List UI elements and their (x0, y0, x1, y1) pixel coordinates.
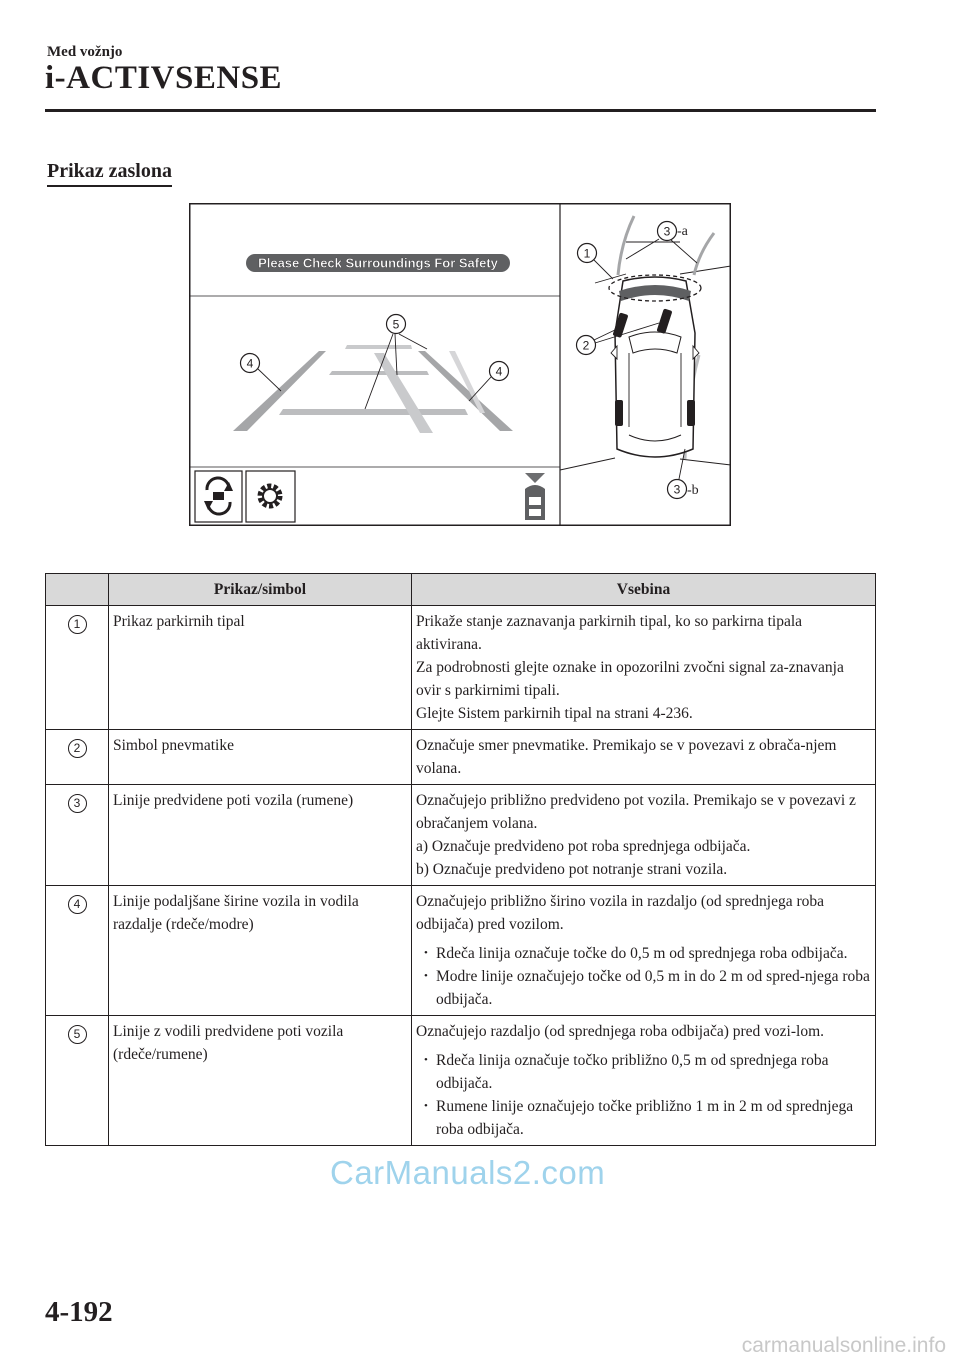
callout-2-label: 2 (582, 338, 590, 353)
bullet-item: • Rdeča linija označuje točko približno 0,5 m od sprednjega roba odbijača. (416, 1049, 871, 1095)
content-text: a) Označuje predvideno pot roba sprednjega odbijača. (416, 838, 751, 855)
table-row (46, 606, 876, 730)
table-header-row (46, 574, 876, 606)
bullet-item: • Rumene linije označujejo točke približno 1 m in 2 m od sprednjega roba odbijača. (416, 1095, 871, 1141)
page-number: 4-192 (45, 1296, 113, 1328)
content-cell (412, 1016, 876, 1146)
content-cell (412, 606, 876, 730)
camera-switch-icon (195, 471, 242, 522)
callout-4-right-label: 4 (495, 364, 503, 379)
content-text: Glejte Sistem parkirnih tipal na strani 4-236. (416, 705, 693, 722)
banner (246, 254, 510, 272)
row-number-badge: 5 (68, 1025, 87, 1044)
symbol-table (45, 573, 876, 1146)
header-cell-content: Vsebina (412, 574, 876, 606)
callout-3b-suffix: -b (687, 483, 699, 498)
symbol-cell: Linije podaljšane širine vozila in vodila razdalje (rdeče/modre) (109, 886, 412, 1016)
header-rule (45, 109, 876, 112)
bullet-item: • Modre linije označujejo točke od 0,5 m in do 2 m od spred-njega roba odbijača. (416, 965, 871, 1011)
symbol-cell: Prikaz parkirnih tipal (109, 606, 412, 730)
watermark: CarManuals2.com (330, 1154, 606, 1191)
table-row (46, 730, 876, 785)
row-number-cell (46, 730, 109, 785)
row-number-badge: 1 (68, 615, 87, 634)
row-number-badge: 4 (68, 895, 87, 914)
symbol-cell: Simbol pnevmatike (109, 730, 412, 785)
section-heading: Prikaz zaslona (47, 160, 172, 187)
callout-1-label: 1 (583, 246, 591, 261)
bullet-item: • Rdeča linija označuje točke do 0,5 m od sprednjega roba odbijača. (416, 942, 871, 965)
content-text: Označujejo razdaljo (od sprednjega roba odbijača) pred vozi-lom. (416, 1023, 824, 1040)
content-cell (412, 785, 876, 886)
content-text: Označujejo približno predvideno pot vozila. Premikajo se v povezavi z obračanjem volana. (416, 792, 856, 832)
symbol-cell: Linije predvidene poti vozila (rumene) (109, 785, 412, 886)
callout-4-left-label: 4 (246, 356, 254, 371)
banner-text: Please Check Surroundings For Safety (258, 255, 498, 271)
callout-3b-label: 3 (673, 482, 681, 497)
content-cell (412, 730, 876, 785)
display-screen-figure (189, 203, 731, 526)
row-number-badge: 2 (68, 739, 87, 758)
row-number-cell (46, 785, 109, 886)
row-number-badge: 3 (68, 794, 87, 813)
symbol-cell: Linije z vodili predvidene poti vozila (rdeče/rumene) (109, 1016, 412, 1146)
callout-5-label: 5 (392, 317, 400, 332)
settings-gear-icon (246, 471, 295, 522)
chapter-title: i-ACTIVSENSE (45, 60, 283, 96)
header-cell-num (46, 574, 109, 606)
content-text: Prikaže stanje zaznavanja parkirnih tipal, ko so parkirna tipala aktivirana. (416, 613, 803, 653)
content-cell (412, 886, 876, 1016)
table-row (46, 1016, 876, 1146)
site-watermark: carmanualsonline.info (741, 1334, 946, 1357)
callout-3a-label: 3 (663, 224, 671, 239)
section-label: Med vožnjo (47, 44, 123, 60)
table-row (46, 785, 876, 886)
content-text: b) Označuje predvideno pot notranje strani vozila. (416, 861, 728, 878)
row-number-cell (46, 606, 109, 730)
content-text: Označuje smer pnevmatike. Premikajo se v povezavi z obrača-njem volana. (416, 737, 837, 777)
content-text: Označujejo približno širino vozila in razdaljo (od sprednjega roba odbijača) pred vozilom. (416, 893, 825, 933)
callout-3a-suffix: -a (677, 224, 688, 239)
row-number-cell (46, 886, 109, 1016)
table-row (46, 886, 876, 1016)
row-number-cell (46, 1016, 109, 1146)
content-text: Za podrobnosti glejte oznake in opozorilni zvočni signal za-znavanja ovir s parkirnimi tipali. (416, 659, 844, 699)
header-cell-symbol: Prikaz/simbol (109, 574, 412, 606)
